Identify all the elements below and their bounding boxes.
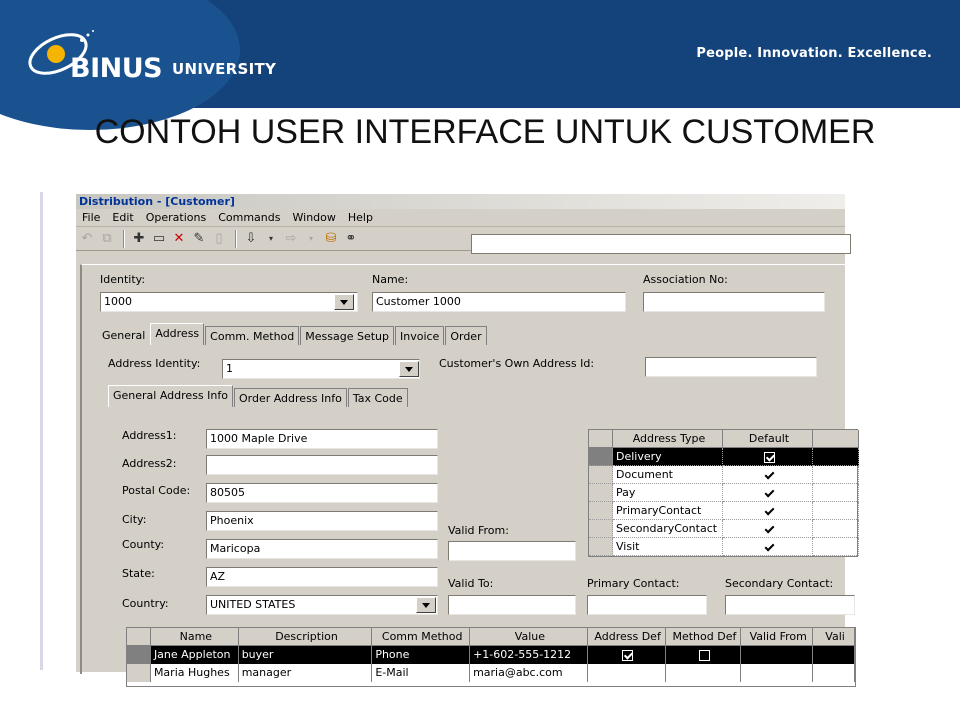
country-dropdown-button[interactable] — [416, 597, 436, 613]
menu-help[interactable]: Help — [347, 211, 373, 224]
undo-icon[interactable]: ↶ — [81, 231, 93, 246]
identity-field[interactable]: 1000 — [100, 292, 358, 312]
default-cell[interactable] — [723, 538, 813, 556]
method-def-column-header[interactable]: Method Def — [666, 628, 742, 646]
row-selector[interactable] — [589, 502, 613, 520]
description-column-header[interactable]: Description — [239, 628, 373, 646]
address-type-grid — [588, 429, 858, 557]
city-label: City: — [122, 513, 147, 526]
tab-general[interactable]: General — [98, 326, 149, 345]
row-selector[interactable] — [589, 484, 613, 502]
slide-title: CONTOH USER INTERFACE UNTUK CUSTOMER — [94, 113, 876, 151]
row-header-corner — [589, 430, 613, 448]
county-label: County: — [122, 538, 165, 551]
customer-own-address-field[interactable] — [645, 357, 817, 377]
distribution-app-window — [76, 194, 845, 679]
checkbox-checked-icon[interactable] — [622, 650, 633, 661]
country-label: Country: — [122, 597, 169, 610]
slide-header-banner — [0, 0, 960, 108]
toolbar-separator — [235, 230, 237, 248]
menu-file[interactable]: File — [82, 211, 101, 224]
valid-from-column-header[interactable]: Valid From — [741, 628, 813, 646]
default-cell[interactable] — [723, 484, 813, 502]
contact-method-cell[interactable]: E-Mail — [372, 664, 470, 682]
valid-to-column-header[interactable]: Vali — [813, 628, 855, 646]
valid-to-cell[interactable] — [813, 664, 855, 682]
copy-icon[interactable]: ⧉ — [102, 231, 112, 246]
tab-order[interactable]: Order — [445, 326, 486, 345]
name-label: Name: — [372, 273, 409, 286]
customer-form-panel — [80, 264, 849, 679]
address-def-column-header[interactable]: Address Def — [588, 628, 666, 646]
postal-code-label: Postal Code: — [122, 484, 191, 497]
address-type-cell[interactable]: Visit — [613, 538, 723, 556]
address-type-cell[interactable]: SecondaryContact — [613, 520, 723, 538]
find-binoculars-icon[interactable]: ⚭ — [345, 231, 357, 246]
address-type-row[interactable] — [589, 448, 859, 466]
address2-field[interactable] — [206, 455, 438, 475]
primary-contact-label: Primary Contact: — [587, 577, 680, 590]
default-cell[interactable] — [723, 520, 813, 538]
address-def-cell[interactable] — [588, 664, 666, 682]
address-type-row[interactable] — [589, 484, 859, 502]
row-selector[interactable] — [589, 520, 613, 538]
menu-window[interactable]: Window — [292, 211, 336, 224]
row-header-corner — [127, 628, 151, 646]
contact-row[interactable] — [127, 664, 855, 682]
window-title: Distribution - [Customer] — [76, 194, 845, 209]
tab-general-address-info[interactable]: General Address Info — [108, 385, 233, 407]
empty-cell — [813, 502, 859, 520]
row-selector[interactable] — [589, 538, 613, 556]
toolbar-combo-input[interactable] — [471, 234, 851, 254]
default-cell[interactable] — [723, 466, 813, 484]
duplicate-icon[interactable]: ▭ — [152, 231, 166, 246]
primary-contact-field[interactable] — [587, 595, 707, 615]
address-type-row[interactable] — [589, 502, 859, 520]
secondary-contact-label: Secondary Contact: — [725, 577, 834, 590]
row-selector[interactable] — [127, 646, 151, 664]
empty-cell — [813, 520, 859, 538]
address-type-row[interactable] — [589, 466, 859, 484]
valid-from-field[interactable] — [448, 541, 576, 561]
tab-tax-code[interactable]: Tax Code — [348, 388, 408, 407]
menu-commands[interactable]: Commands — [218, 211, 281, 224]
contacts-grid-header — [127, 628, 855, 646]
new-record-icon[interactable]: ✚ — [133, 231, 145, 246]
query-icon[interactable]: ⇩ — [245, 231, 257, 246]
method-def-cell[interactable] — [666, 646, 742, 664]
dropdown-arrow-icon[interactable]: ▾ — [308, 234, 313, 243]
identity-dropdown-button[interactable] — [334, 294, 354, 310]
checkbox-unchecked-icon[interactable] — [699, 650, 710, 661]
default-cell[interactable] — [723, 502, 813, 520]
valid-from-cell[interactable] — [741, 646, 813, 664]
valid-to-field[interactable] — [448, 595, 576, 615]
county-field[interactable]: Maricopa — [206, 539, 438, 559]
tagline: People. Innovation. Excellence. — [696, 46, 932, 61]
method-def-cell[interactable] — [666, 664, 742, 682]
contact-method-cell[interactable]: Phone — [372, 646, 470, 664]
contact-description-cell[interactable]: manager — [239, 664, 373, 682]
state-label: State: — [122, 567, 155, 580]
customer-own-address-label: Customer's Own Address Id: — [439, 357, 595, 370]
checkmark-icon[interactable] — [764, 506, 775, 517]
logo-subtitle: UNIVERSITY — [172, 60, 277, 78]
dropdown-arrow-icon[interactable]: ▾ — [268, 234, 273, 243]
empty-column-header — [813, 430, 859, 448]
checkmark-icon[interactable] — [764, 524, 775, 535]
address-type-cell[interactable]: Document — [613, 466, 723, 484]
address-def-cell[interactable] — [588, 646, 666, 664]
contact-name-cell[interactable]: Jane Appleton — [151, 646, 239, 664]
address-type-column-header[interactable]: Address Type — [613, 430, 723, 448]
chevron-down-icon — [405, 367, 413, 372]
left-rule-divider — [40, 192, 43, 670]
country-field[interactable]: UNITED STATES — [206, 595, 438, 615]
checkmark-icon[interactable] — [764, 542, 775, 553]
address-identity-dropdown-button[interactable] — [399, 361, 419, 377]
menu-bar — [76, 209, 845, 227]
row-selector[interactable] — [589, 466, 613, 484]
valid-from-cell[interactable] — [741, 664, 813, 682]
association-field[interactable] — [643, 292, 825, 312]
valid-to-cell[interactable] — [813, 646, 855, 664]
address-type-row[interactable] — [589, 520, 859, 538]
address-type-header — [589, 430, 859, 448]
tab-invoice[interactable]: Invoice — [395, 326, 444, 345]
empty-cell — [813, 466, 859, 484]
contact-name-cell[interactable]: Maria Hughes — [151, 664, 239, 682]
valid-to-label: Valid To: — [448, 577, 494, 590]
contacts-grid — [126, 627, 856, 687]
address-subtabs — [108, 385, 409, 407]
database-icon[interactable]: ⛁ — [325, 231, 337, 246]
contact-row[interactable] — [127, 646, 855, 664]
address1-field[interactable]: 1000 Maple Drive — [206, 429, 438, 449]
identity-label: Identity: — [100, 273, 146, 286]
association-label: Association No: — [643, 273, 728, 286]
default-cell[interactable] — [723, 448, 813, 466]
row-selector[interactable] — [589, 448, 613, 466]
chevron-down-icon — [340, 300, 348, 305]
contact-value-cell[interactable]: +1-602-555-1212 — [470, 646, 588, 664]
address-identity-field[interactable]: 1 — [222, 359, 420, 379]
name-field[interactable]: Customer 1000 — [372, 292, 626, 312]
checkmark-icon[interactable] — [764, 488, 775, 499]
state-field[interactable]: AZ — [206, 567, 438, 587]
tab-order-address-info[interactable]: Order Address Info — [234, 388, 347, 407]
address-type-cell[interactable]: Pay — [613, 484, 723, 502]
edit-icon[interactable]: ✎ — [193, 231, 205, 246]
valid-from-label: Valid From: — [448, 524, 509, 537]
tab-comm-method[interactable]: Comm. Method — [205, 326, 299, 345]
menu-edit[interactable]: Edit — [112, 211, 134, 224]
save-icon[interactable]: ▯ — [215, 231, 223, 246]
value-column-header[interactable]: Value — [470, 628, 588, 646]
tab-address[interactable]: Address — [150, 323, 204, 345]
checkbox-checked-icon[interactable] — [764, 452, 775, 463]
name-column-header[interactable]: Name — [151, 628, 239, 646]
empty-cell — [813, 448, 859, 466]
contact-value-cell[interactable]: maria@abc.com — [470, 664, 588, 682]
empty-cell — [813, 484, 859, 502]
address-type-cell[interactable]: PrimaryContact — [613, 502, 723, 520]
postal-code-field[interactable]: 80505 — [206, 483, 438, 503]
empty-cell — [813, 538, 859, 556]
tab-message-setup[interactable]: Message Setup — [300, 326, 394, 345]
chevron-down-icon — [422, 603, 430, 608]
delete-icon[interactable]: ✕ — [173, 231, 185, 246]
row-selector[interactable] — [127, 664, 151, 682]
comm-method-column-header[interactable]: Comm Method — [372, 628, 470, 646]
contact-description-cell[interactable]: buyer — [239, 646, 373, 664]
default-column-header[interactable]: Default — [723, 430, 813, 448]
menu-operations[interactable]: Operations — [145, 211, 207, 224]
address-identity-label: Address Identity: — [108, 357, 201, 370]
logo-wordmark: BINUS — [70, 53, 163, 84]
secondary-contact-field[interactable] — [725, 595, 855, 615]
execute-icon[interactable]: ⇨ — [285, 231, 297, 246]
address2-label: Address2: — [122, 457, 177, 470]
address-type-row[interactable] — [589, 538, 859, 556]
city-field[interactable]: Phoenix — [206, 511, 438, 531]
toolbar-separator — [123, 230, 125, 248]
address1-label: Address1: — [122, 429, 177, 442]
address-type-cell[interactable]: Delivery — [613, 448, 723, 466]
checkmark-icon[interactable] — [764, 470, 775, 481]
main-tabs — [98, 323, 488, 345]
